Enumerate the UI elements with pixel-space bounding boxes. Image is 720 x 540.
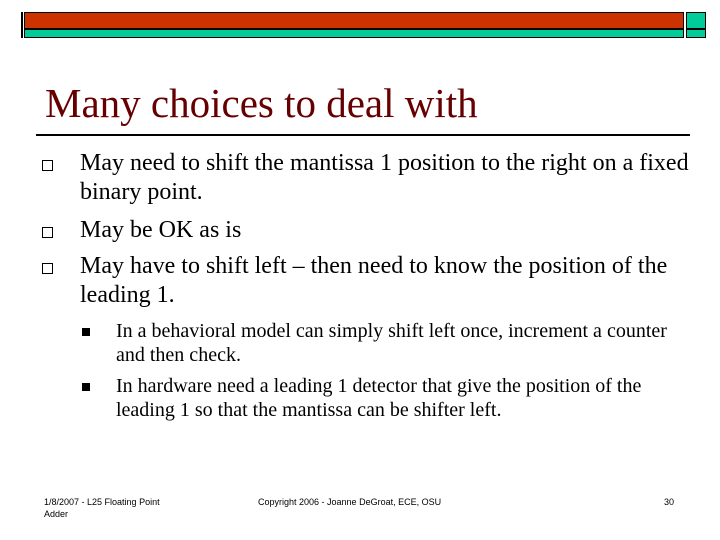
header-bar-red	[24, 12, 684, 29]
header-bar-green	[24, 29, 684, 38]
bullet-item: May have to shift left – then need to know the position of the leading 1.	[80, 253, 668, 308]
header-bar-left-line	[21, 12, 23, 38]
hollow-square-bullet-icon	[42, 227, 53, 238]
filled-square-bullet-icon	[82, 328, 90, 336]
filled-square-bullet-icon	[82, 383, 90, 391]
sub-bullet-item: In a behavioral model can simply shift left once, increment a counter and then check.	[116, 320, 667, 366]
bullet-item: May need to shift the mantissa 1 position to the right on a fixed binary point.	[80, 150, 689, 205]
header-bar-square-top	[686, 12, 706, 29]
hollow-square-bullet-icon	[42, 263, 53, 274]
header-bar-square-bottom	[686, 29, 706, 38]
footer-page-number: 30	[664, 497, 675, 507]
footer-copyright: Copyright 2006 - Joanne DeGroat, ECE, OSU	[258, 497, 442, 507]
bullet-item: May be OK as is	[80, 217, 242, 243]
sub-bullet-item: In hardware need a leading 1 detector that give the position of the leading 1 so that the mantissa can be shifter left.	[116, 375, 642, 421]
footer-date-topic: 1/8/2007 - L25 Floating Point Adder	[44, 497, 160, 519]
title-divider	[36, 134, 690, 136]
hollow-square-bullet-icon	[42, 160, 53, 171]
slide-title: Many choices to deal with	[45, 80, 478, 126]
